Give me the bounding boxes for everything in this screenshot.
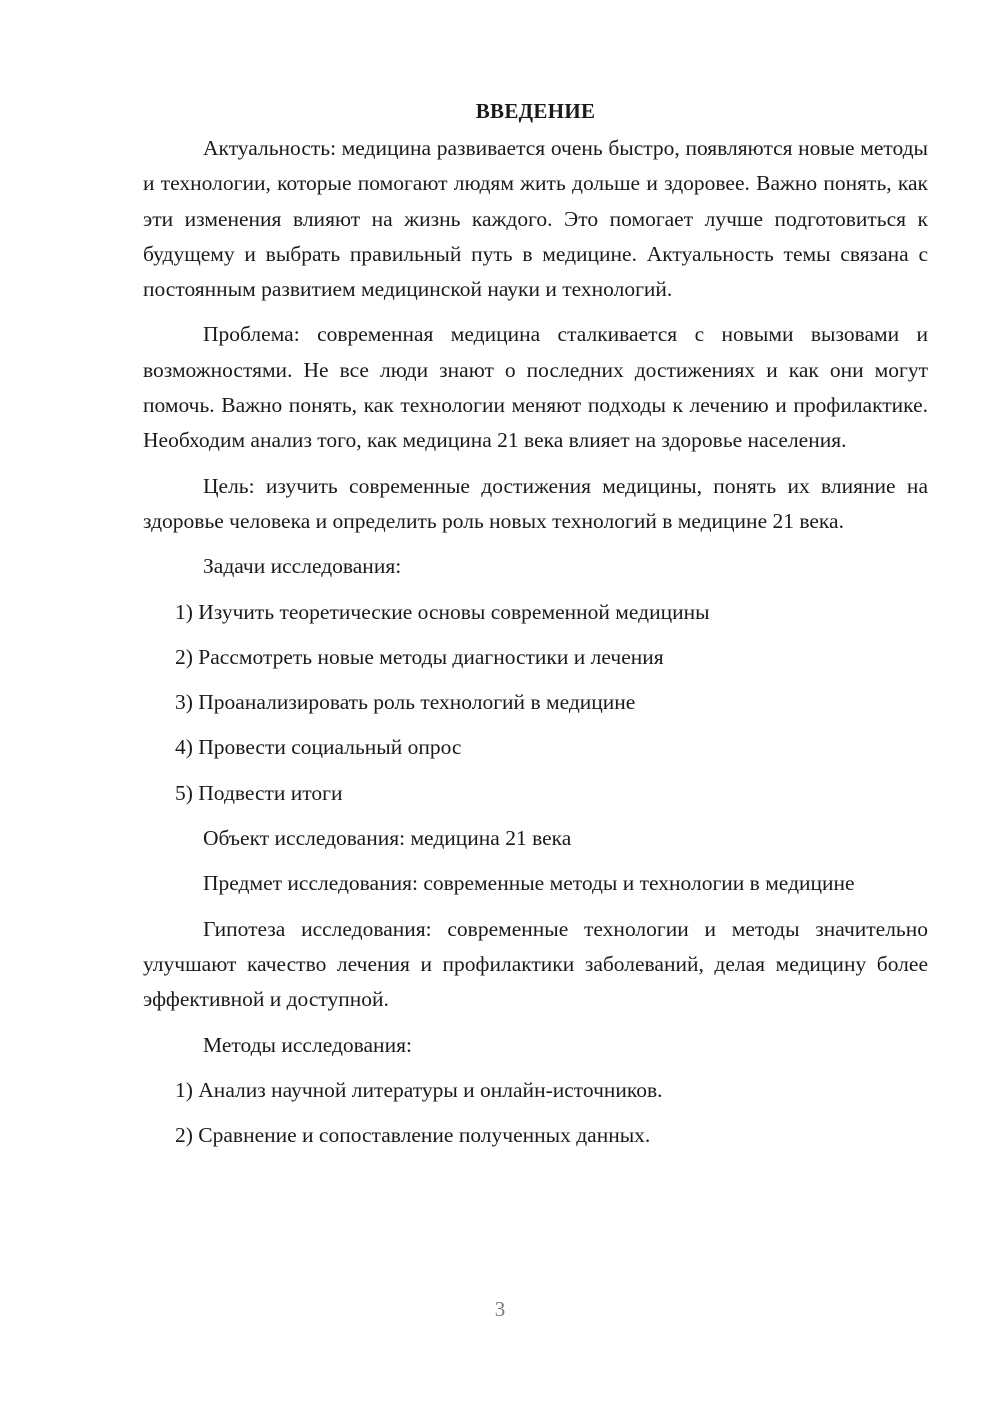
section-title: ВВЕДЕНИЕ <box>475 99 596 123</box>
page-content <box>143 93 928 1153</box>
page-number: 3 <box>494 1297 506 1321</box>
task-item: 2) Рассмотреть новые методы диагностики и лечения <box>175 644 664 669</box>
object-paragraph: Объект исследования: медицина 21 века <box>203 826 572 851</box>
task-item: 1) Изучить теоретические основы современной медицины <box>175 599 710 624</box>
task-item: 4) Провести социальный опрос <box>175 735 462 760</box>
subject-paragraph: Предмет исследования: современные методы и технологии в медицине <box>203 871 855 896</box>
tasks-heading: Задачи исследования: <box>203 554 402 579</box>
method-item: 1) Анализ научной литературы и онлайн-источников. <box>175 1077 663 1102</box>
task-item: 3) Проанализировать роль технологий в медицине <box>175 690 636 715</box>
goal-paragraph: Цель: изучить современные достижения медицины, понять их влияние на здоровье человека и определить роль новых технологий в медицине 21 века. <box>143 473 928 533</box>
methods-heading: Методы исследования: <box>203 1032 412 1057</box>
relevance-paragraph: Актуальность: медицина развивается очень быстро, появляются новые методы и технологии, которые помогают людям жить дольше и здоровее. Важно понять, как эти изменения влияют на жизнь каждого. Это помогает лучше подготовиться к будущему и выбрать правильный путь в медицине. Актуальность темы связана с постоянным развитием медицинской науки и технологий. <box>143 136 928 302</box>
problem-paragraph: Проблема: современная медицина сталкивается с новыми вызовами и возможностями. Не все люди знают о последних достижениях и как они могут помочь. Важно понять, как технологии меняют подходы к лечению и профилактике. Необходим анализ того, как медицина 21 века влияет на здоровье населения. <box>143 322 928 453</box>
task-item: 5) Подвести итоги <box>175 780 343 805</box>
method-item: 2) Сравнение и сопоставление полученных данных. <box>175 1123 651 1148</box>
hypothesis-paragraph: Гипотеза исследования: современные технологии и методы значительно улучшают качество лечения и профилактики заболеваний, делая медицину более эффективной и доступной. <box>143 916 928 1012</box>
